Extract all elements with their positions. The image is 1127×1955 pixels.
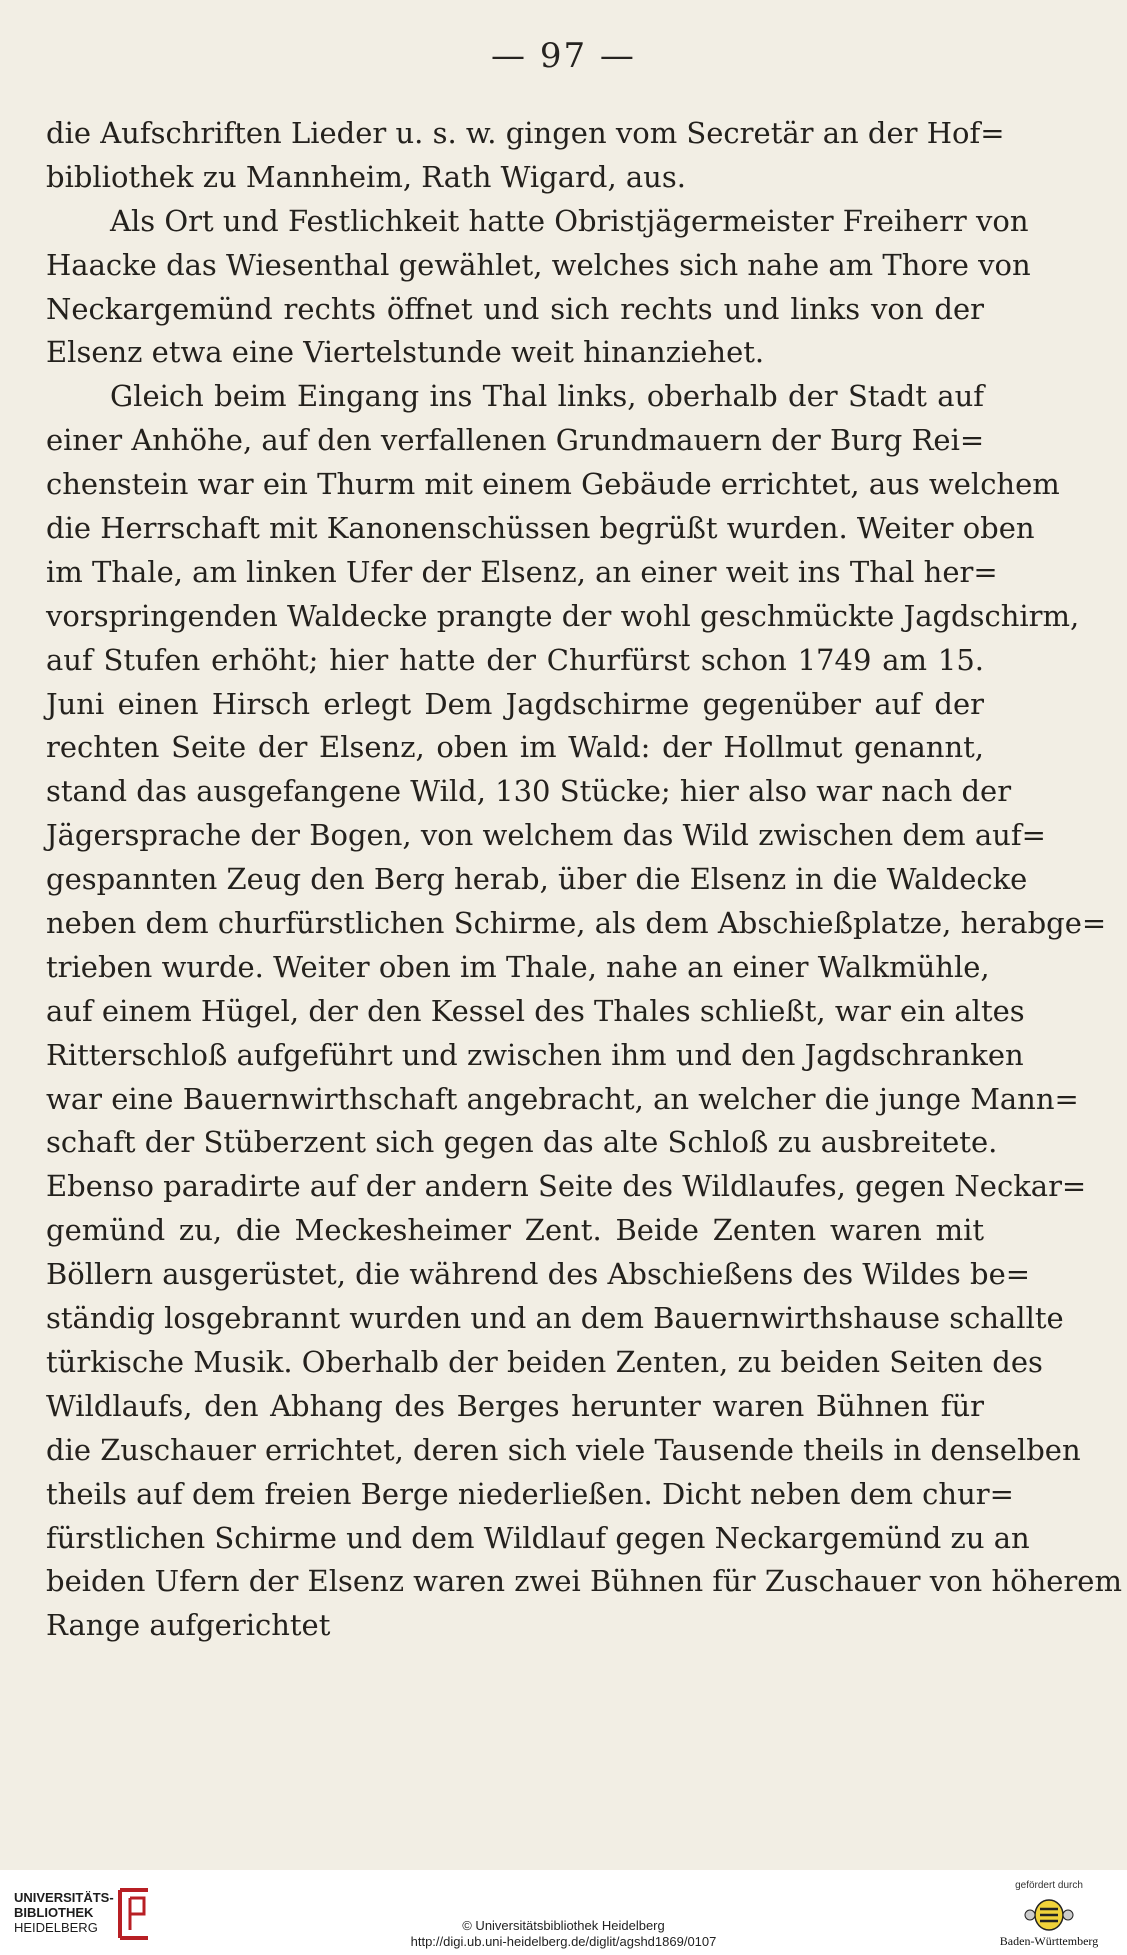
text-line: türkische Musik. Oberhalb der beiden Zenten, zu beiden Seiten des	[46, 1344, 1043, 1379]
text-line: Jägersprache der Bogen, von welchem das Wild zwischen dem auf=	[46, 818, 1046, 853]
text-line: gemünd zu, die Meckesheimer Zent. Beide Zenten waren mit	[46, 1213, 984, 1248]
text-line: Elsenz etwa eine Viertelstunde weit hinanziehet.	[46, 335, 765, 370]
text-line: fürstlichen Schirme und dem Wildlauf gegen Neckargemünd zu an	[46, 1520, 1030, 1555]
text-line: Ritterschloß aufgeführt und zwischen ihm und den Jagdschranken	[46, 1037, 1024, 1072]
copyright-notice	[0, 1918, 1127, 1950]
text-line: beiden Ufern der Elsenz waren zwei Bühnen für Zuschauer von höherem	[46, 1564, 1122, 1599]
text-line: die Herrschaft mit Kanonenschüssen begrüßt wurden. Weiter oben	[46, 511, 1035, 546]
text-line: im Thale, am linken Ufer der Elsenz, an einer weit ins Thal her=	[46, 554, 998, 589]
text-line: neben dem churfürstlichen Schirme, als dem Abschießplatze, herabge=	[46, 906, 1107, 941]
sponsor-name: Baden-Württemberg	[999, 1934, 1099, 1948]
permalink-url[interactable]: http://digi.ub.uni-heidelberg.de/diglit/agshd1869/0107	[410, 1934, 717, 1949]
text-line: auf einem Hügel, der den Kessel des Thales schließt, war ein altes	[46, 993, 1025, 1028]
copyright-text: © Universitätsbibliothek Heidelberg	[462, 1918, 665, 1933]
library-name-line-2: BIBLIOTHEK	[14, 1905, 94, 1920]
text-line: chenstein war ein Thurm mit einem Gebäude errichtet, aus welchem	[46, 467, 1060, 502]
text-line: trieben wurde. Weiter oben im Thale, nahe an einer Walkmühle,	[46, 949, 990, 984]
library-name-line-1: UNIVERSITÄTS-	[14, 1890, 114, 1905]
text-line: theils auf dem freien Berge niederließen. Dicht neben dem chur=	[46, 1476, 1014, 1511]
text-line: gespannten Zeug den Berg herab, über die Elsenz in die Waldecke	[46, 862, 1028, 897]
coat-of-arms-icon	[1023, 1898, 1075, 1932]
text-line: einer Anhöhe, auf den verfallenen Grundmauern der Burg Rei=	[46, 423, 985, 458]
text-line: bibliothek zu Mannheim, Rath Wigard, aus.	[46, 159, 686, 194]
page-number: — 97 —	[491, 36, 636, 76]
text-line: Ebenso paradirte auf der andern Seite des Wildlaufes, gegen Neckar=	[46, 1169, 1087, 1204]
text-line: rechten Seite der Elsenz, oben im Wald: der Hollmut genannt,	[46, 730, 984, 765]
text-line: die Aufschriften Lieder u. s. w. gingen vom Secretär an der Hof=	[46, 116, 1005, 150]
text-line: ständig losgebrannt wurden und an dem Bauernwirthshause schallte	[46, 1301, 1064, 1336]
text-line: Haacke das Wiesenthal gewählet, welches sich nahe am Thore von	[46, 247, 1031, 282]
text-line: war eine Bauernwirthschaft angebracht, an welcher die junge Mann=	[46, 1081, 1079, 1116]
text-line: Böllern ausgerüstet, die während des Abschießens des Wildes be=	[46, 1257, 1031, 1292]
text-line: stand das ausgefangene Wild, 130 Stücke; hier also war nach der	[46, 774, 1012, 809]
text-line: schaft der Stüberzent sich gegen das alte Schloß zu ausbreitete.	[46, 1125, 998, 1160]
body-text	[46, 112, 1122, 1648]
text-line: auf Stufen erhöht; hier hatte der Churfürst schon 1749 am 15.	[46, 642, 984, 677]
text-line: Gleich beim Eingang ins Thal links, oberhalb der Stadt auf	[110, 379, 984, 414]
text-line: Neckargemünd rechts öffnet und sich rechts und links von der	[46, 291, 984, 326]
text-line: die Zuschauer errichtet, deren sich viele Tausende theils in denselben	[46, 1432, 1081, 1467]
text-line: Wildlaufs, den Abhang des Berges herunter waren Bühnen für	[46, 1388, 984, 1423]
text-line: vorspringenden Waldecke prangte der wohl geschmückte Jagdschirm,	[46, 598, 1080, 633]
library-name-line-3: HEIDELBERG	[14, 1920, 98, 1935]
sponsor-label: gefördert durch	[1015, 1880, 1083, 1891]
text-line: Als Ort und Festlichkeit hatte Obristjägermeister Freiherr von	[110, 203, 1029, 238]
text-line: Range aufgerichtet	[46, 1608, 331, 1643]
viewer-footer	[0, 1870, 1127, 1955]
text-line: Juni einen Hirsch erlegt Dem Jagdschirme gegenüber auf der	[46, 686, 984, 721]
